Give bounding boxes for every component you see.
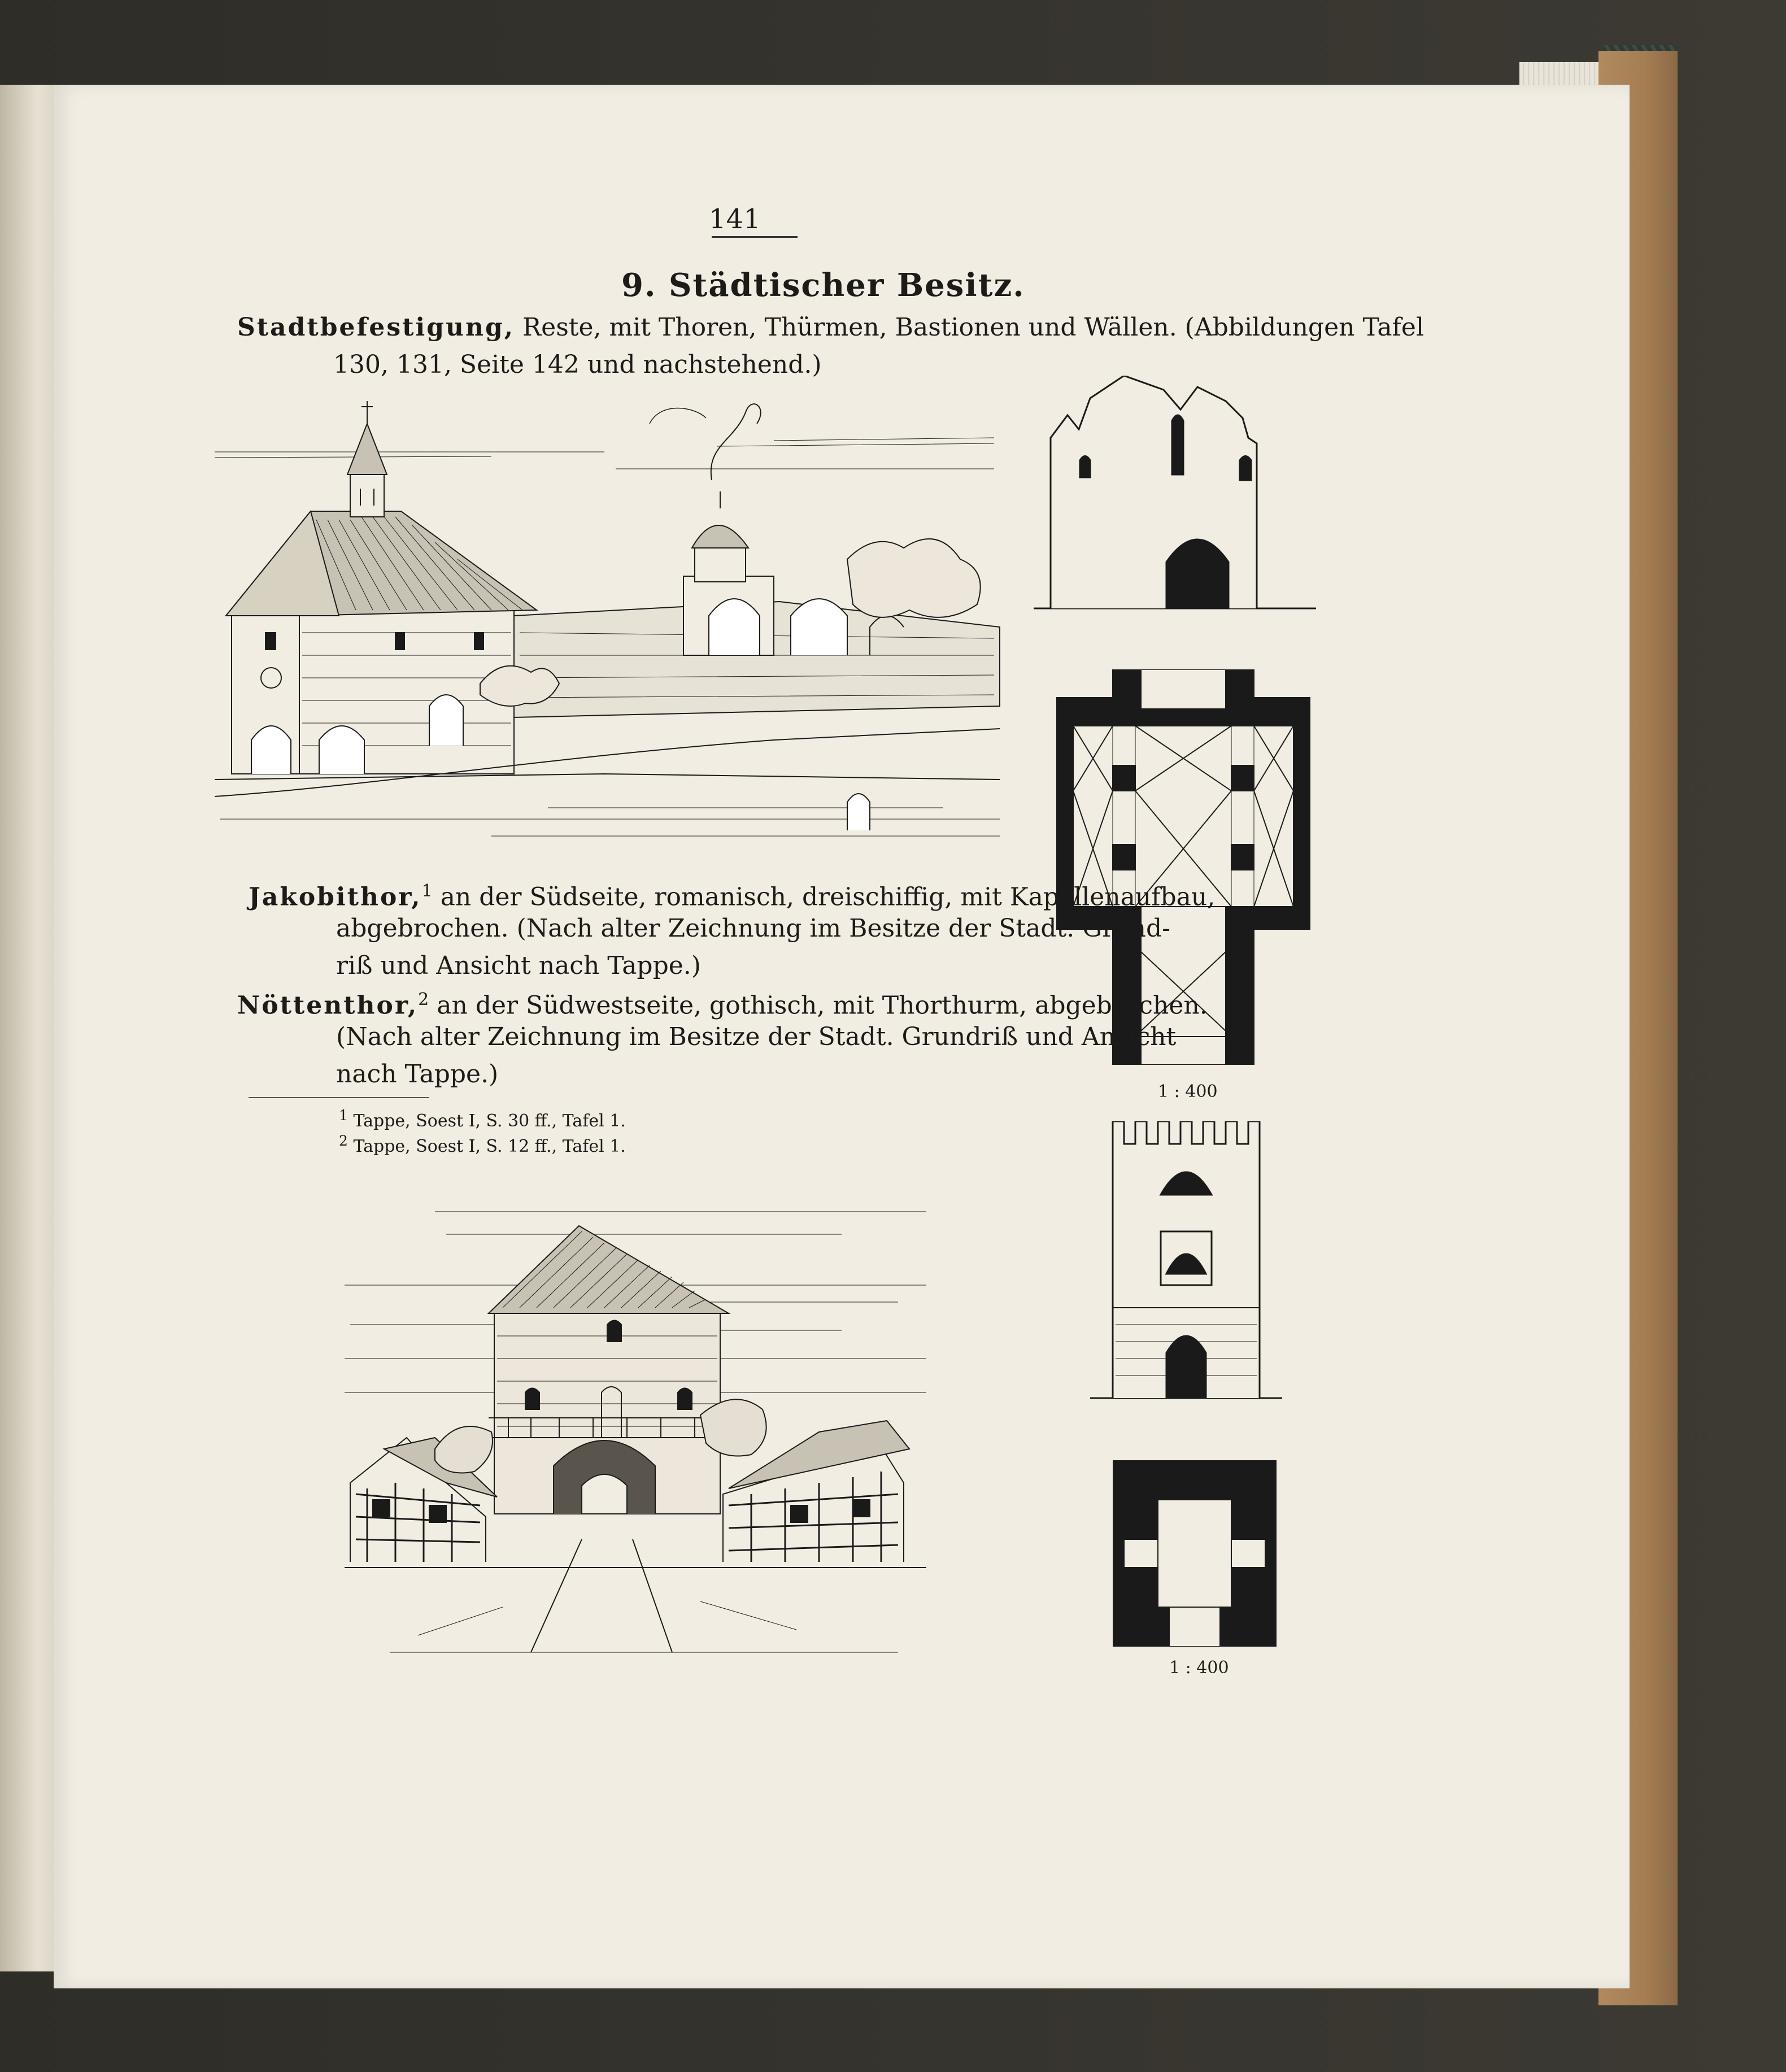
jakobithor-elevation-drawing — [1034, 376, 1316, 619]
page-number-rule — [712, 236, 798, 238]
entry-jakobithor-text-1: an der Südseite, romanisch, dreischiffig, mit Kapellenaufbau, — [440, 882, 1216, 912]
footnote-1-mark: 1 — [339, 1107, 348, 1124]
entry-noettenthor-line-2: (Nach alter Zeichnung im Besitze der Stadt. Grundriß und Ansicht — [336, 1022, 1177, 1051]
entry-noettenthor-text-1: an der Südwestseite, gothisch, mit Thorthurm, abgebrochen. — [437, 991, 1208, 1020]
entry-jakobithor-line-3: riß und Ansicht nach Tappe.) — [336, 951, 701, 980]
footnote-2-text: Tappe, Soest I, S. 12 ff., Tafel 1. — [353, 1137, 626, 1156]
scale-label-upper: 1 : 400 — [1158, 1082, 1218, 1102]
entry-jakobithor-label: Jakobithor, — [249, 882, 422, 912]
entry-noettenthor-line-1 — [237, 983, 1208, 1023]
section-title: 9. Städtischer Besitz. — [621, 267, 1025, 304]
scale-label-lower: 1 : 400 — [1169, 1658, 1229, 1678]
entry-noettenthor-line-3: nach Tappe.) — [336, 1060, 499, 1089]
jakobithor-view-illustration — [209, 390, 1005, 842]
entry-noettenthor-label: Nöttenthor, — [237, 991, 419, 1020]
page-number: 141 — [709, 203, 761, 235]
footnote-rule — [249, 1097, 429, 1098]
entry-jakobithor-line-1 — [249, 874, 1215, 915]
entry-jakobithor-line-2: abgebrochen. (Nach alter Zeichnung im Besitze der Stadt. Grund- — [336, 914, 1171, 943]
intro-text-1: Reste, mit Thoren, Thürmen, Bastionen und Wällen. (Abbildungen Tafel — [522, 313, 1425, 342]
footnote-2-mark: 2 — [339, 1133, 348, 1149]
noettenthor-view-illustration — [333, 1200, 938, 1658]
noettenthor-elevation-drawing — [1090, 1121, 1282, 1404]
intro-line-2: 130, 131, Seite 142 und nachstehend.) — [333, 350, 822, 379]
noettenthor-floor-plan — [1113, 1460, 1277, 1647]
footnote-1-text: Tappe, Soest I, S. 30 ff., Tafel 1. — [353, 1111, 626, 1131]
footnote-1 — [339, 1107, 626, 1131]
intro-line-1 — [237, 311, 1424, 345]
entry-jakobithor-note: 1 — [421, 881, 433, 901]
intro-label: Stadtbefestigung, — [237, 313, 515, 342]
left-page-edge — [0, 85, 62, 1971]
footnote-2 — [339, 1133, 626, 1156]
entry-noettenthor-note: 2 — [418, 990, 429, 1009]
